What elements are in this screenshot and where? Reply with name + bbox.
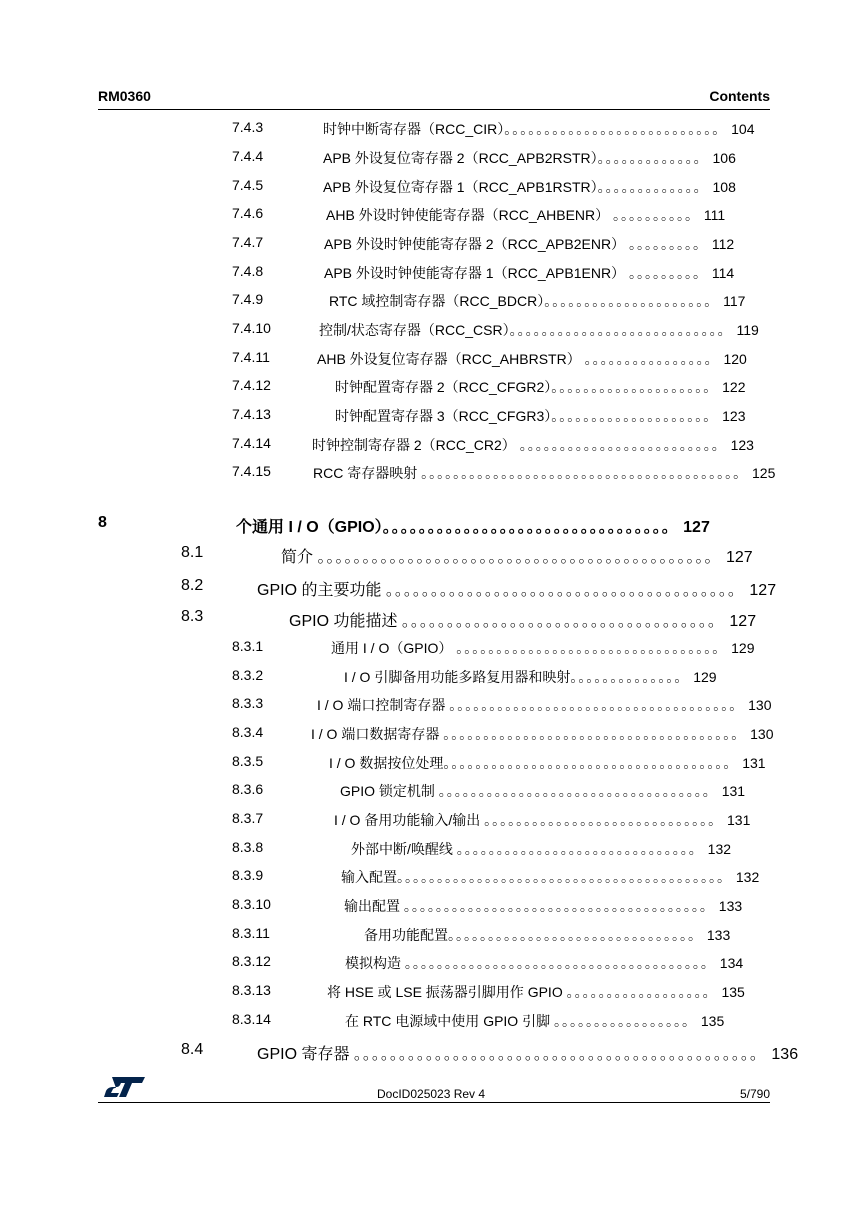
- toc-leader-dots: 。。。。。。。。。。。。。: [597, 150, 709, 166]
- toc-entry-title: I / O 备用功能输入/输出 。。。。。。。。。。。。。。。。。。。。。。。。。。。。。 131: [334, 812, 751, 828]
- toc-entry-title: 备用功能配置。。。。。。。。。。。。。。。。。。。。。。。。。。。。。。。 133: [364, 927, 731, 943]
- page-number: 5/790: [739, 1087, 770, 1101]
- toc-entry-title: 输出配置 。。。。。。。。。。。。。。。。。。。。。。。。。。。。。。。。。。。。。。 133: [344, 898, 743, 914]
- toc-leader-dots: 。。。。。。。。。。。。。。。。。。。。。。。。。。。。。。。。。。。。。。。。。。。。: [317, 549, 722, 566]
- toc-leader-dots: 。。。。。。。。。。。。。。。。。。。。。。。。。。。。。。。。: [382, 519, 679, 536]
- toc-entry-page: 114: [711, 265, 735, 281]
- toc-entry-title: 时钟控制寄存器 2（RCC_CR2） 。。。。。。。。。。。。。。。。。。。。。。。。。 123: [312, 437, 754, 453]
- toc-leader-dots: 。。。。。。。。。。。。。。。。。。。。。。。。。。。: [504, 121, 728, 137]
- toc-entry-page: 111: [703, 207, 726, 223]
- toc-entry-title: RCC 寄存器映射 。。。。。。。。。。。。。。。。。。。。。。。。。。。。。。。。。。。。。。。。 125: [313, 465, 776, 481]
- toc-entry-title: I / O 端口控制寄存器 。。。。。。。。。。。。。。。。。。。。。。。。。。。。。。。。。。。。 130: [317, 697, 772, 713]
- toc-entry-number: 7.4.4: [232, 148, 264, 164]
- toc-leader-dots: 。。。。。。。。。。。。。。。。。。。。。。。。。。。。。。。。。。。。: [443, 755, 739, 771]
- toc-leader-dots: 。。。。。。。。。。。。。。。。。。。。。。。。。。。。。。。。。。。。。。。: [385, 582, 745, 599]
- toc-entry-page: 133: [706, 927, 731, 943]
- toc-entry-page: 127: [729, 613, 757, 630]
- toc-entry-number: 7.4.10: [232, 320, 271, 336]
- toc-entry-page: 104: [731, 121, 755, 137]
- toc-leader-dots: 。。。。。。。。。。。。。。。。: [584, 351, 720, 367]
- toc-entry-page: 127: [683, 519, 710, 536]
- toc-entry-title: APB 外设复位寄存器 1（RCC_APB1RSTR）。。。。。。。。。。。。。 108: [323, 179, 736, 195]
- toc-entry-page: 112: [711, 236, 735, 252]
- toc-entry-title: GPIO 功能描述 。。。。。。。。。。。。。。。。。。。。。。。。。。。。。。。。。。。 127: [289, 613, 757, 630]
- toc-entry-title: 通用 I / O（GPIO） 。。。。。。。。。。。。。。。。。。。。。。。。。。。。。。。。。 129: [331, 640, 755, 656]
- toc-entry-page: 129: [731, 640, 755, 656]
- toc-leader-dots: 。。。。。。。。。。。。。。。。。。。。。。。。。。。。。。。。。。。。。。。。。。。。。: [353, 1046, 767, 1063]
- toc-entry-number: 8.3.4: [232, 724, 264, 740]
- toc-leader-dots: 。。。。。。。。。。。。。。。。。。。。。。。。。。。。。: [484, 812, 724, 828]
- toc-entry-number: 8.3.11: [232, 925, 270, 941]
- toc-entry-number: 8.3.12: [232, 953, 271, 969]
- toc-entry-page: 129: [693, 669, 717, 685]
- toc-leader-dots: 。。。。。。。。。。。。。。。。。。。。。。。。。。。。。。。。。。。。。。: [404, 955, 716, 971]
- toc-leader-dots: 。。。。。。。。。。。。。。。。。。。。。: [544, 293, 720, 309]
- toc-entry-number: 8.3.7: [232, 810, 264, 826]
- toc-leader-dots: 。。。。。。。。。。。。。。。。。。。。。。。。。: [519, 437, 727, 453]
- toc-entry-page: 135: [700, 1013, 725, 1029]
- document-code: RM0360: [98, 88, 151, 104]
- toc-entry-number: 8.3.2: [232, 667, 264, 683]
- toc-entry-title: 输入配置。。。。。。。。。。。。。。。。。。。。。。。。。。。。。。。。。。。。。。。。。 132: [341, 869, 760, 885]
- toc-entry-page: 131: [721, 783, 746, 799]
- toc-entry-number: 8.3: [181, 608, 204, 625]
- section-heading: Contents: [709, 88, 770, 104]
- toc-leader-dots: 。。。。。。。。。: [628, 236, 708, 252]
- toc-entry-number: 8.3.10: [232, 896, 271, 912]
- toc-leader-dots: 。。。。。。。。。。。。。。。。。。。。。。。。。。。。。。。。。。。。。。。。。: [397, 869, 732, 885]
- toc-entry-page: 106: [712, 150, 736, 166]
- toc-entry-page: 125: [752, 465, 776, 481]
- toc-leader-dots: 。。。。。。。。。。: [613, 207, 701, 223]
- toc-entry-title: I / O 数据按位处理。。。。。。。。。。。。。。。。。。。。。。。。。。。。。。。。。。。。 131: [329, 755, 766, 771]
- toc-entry-number: 8.3.3: [232, 695, 264, 711]
- toc-entry-title: GPIO 锁定机制 。。。。。。。。。。。。。。。。。。。。。。。。。。。。。。。。。。 131: [340, 783, 746, 799]
- toc-entry-number: 8.3.14: [232, 1011, 271, 1027]
- toc-entry-number: 7.4.14: [232, 435, 271, 451]
- toc-entry-page: 120: [723, 351, 747, 367]
- toc-entry-number: 8.3.13: [232, 982, 271, 998]
- toc-entry-page: 108: [712, 179, 736, 195]
- toc-entry-page: 117: [723, 293, 746, 309]
- toc-entry-page: 131: [727, 812, 751, 828]
- st-logo-icon: [104, 1076, 146, 1098]
- toc-entry-number: 8.3.5: [232, 753, 264, 769]
- toc-entry-page: 132: [707, 841, 732, 857]
- toc-entry-number: 8.3.6: [232, 781, 264, 797]
- toc-leader-dots: 。。。。。。。。。。。。。。。。。。。。。。。。。。。。。。。。。。。。。: [443, 726, 747, 742]
- toc-entry-number: 7.4.8: [232, 263, 264, 279]
- toc-entry-page: 133: [718, 898, 743, 914]
- toc-entry-page: 127: [725, 549, 753, 566]
- toc-entry-number: 7.4.3: [232, 119, 264, 135]
- toc-leader-dots: 。。。。。。。。。: [628, 265, 708, 281]
- toc-entry-page: 130: [748, 697, 772, 713]
- toc-leader-dots: 。。。。。。。。。。。。。。。。。。。。: [551, 408, 719, 424]
- toc-leader-dots: 。。。。。。。。。。。。。。。。。。。。。。。。。。。。。。。。。。。。。。: [403, 898, 715, 914]
- toc-leader-dots: 。。。。。。。。。。。。。: [597, 179, 709, 195]
- toc-entry-title: APB 外设时钟使能寄存器 1（RCC_APB1ENR） 。。。。。。。。。 114: [324, 265, 735, 281]
- toc-entry-number: 8: [98, 514, 107, 531]
- toc-entry-title: APB 外设时钟使能寄存器 2（RCC_APB2ENR） 。。。。。。。。。 112: [324, 236, 735, 252]
- toc-entry-page: 132: [735, 869, 760, 885]
- toc-entry-page: 123: [730, 437, 754, 453]
- toc-leader-dots: 。。。。。。。。。。。。。。: [570, 669, 690, 685]
- toc-entry-number: 7.4.11: [232, 349, 270, 365]
- toc-entry-title: GPIO 的主要功能 。。。。。。。。。。。。。。。。。。。。。。。。。。。。。。。。。。。。。。。 127: [257, 582, 777, 599]
- toc-entry-title: RTC 域控制寄存器（RCC_BDCR）。。。。。。。。。。。。。。。。。。。。。 117: [329, 293, 746, 309]
- footer-divider: [98, 1102, 770, 1103]
- toc-entry-title: 个通用 I / O（GPIO）。。。。。。。。。。。。。。。。。。。。。。。。。。。。。。。。 127: [236, 519, 710, 536]
- toc-entry-page: 136: [771, 1046, 799, 1063]
- toc-entry-number: 7.4.15: [232, 463, 271, 479]
- toc-leader-dots: 。。。。。。。。。。。。。。。。。。。。。。。。。。。: [509, 322, 733, 338]
- toc-entry-title: 时钟中断寄存器（RCC_CIR）。。。。。。。。。。。。。。。。。。。。。。。。。。。 104: [323, 121, 755, 137]
- toc-entry-number: 8.3.9: [232, 867, 264, 883]
- toc-leader-dots: 。。。。。。。。。。。。。。。。。。。。。。。。。。。。。。。: [448, 927, 703, 943]
- toc-leader-dots: 。。。。。。。。。。。。。。。。。。。。。。。。。。。。。。。。。。: [438, 783, 718, 799]
- toc-leader-dots: 。。。。。。。。。。。。。。。。。。。。。。。。。。。。。。。。。。。。。。。。: [421, 465, 749, 481]
- toc-entry-title: APB 外设复位寄存器 2（RCC_APB2RSTR）。。。。。。。。。。。。。 106: [323, 150, 736, 166]
- toc-entry-number: 7.4.6: [232, 205, 264, 221]
- toc-entry-title: 将 HSE 或 LSE 振荡器引脚用作 GPIO 。。。。。。。。。。。。。。。。。。 135: [327, 984, 745, 1000]
- toc-entry-title: AHB 外设复位寄存器（RCC_AHBRSTR） 。。。。。。。。。。。。。。。。 120: [317, 351, 747, 367]
- document-id: DocID025023 Rev 4: [377, 1087, 486, 1101]
- toc-entry-page: 134: [719, 955, 744, 971]
- toc-entry-title: I / O 引脚备用功能多路复用器和映射。。。。。。。。。。。。。。 129: [344, 669, 717, 685]
- toc-entry-page: 123: [722, 408, 746, 424]
- toc-entry-title: 在 RTC 电源域中使用 GPIO 引脚 。。。。。。。。。。。。。。。。。 135: [345, 1013, 725, 1029]
- toc-entry-number: 7.4.13: [232, 406, 271, 422]
- toc-leader-dots: 。。。。。。。。。。。。。。。。。: [553, 1013, 697, 1029]
- toc-entry-title: GPIO 寄存器 。。。。。。。。。。。。。。。。。。。。。。。。。。。。。。。。。。。。。。。。。。。。。 136: [257, 1046, 799, 1063]
- toc-entry-number: 7.4.9: [232, 291, 264, 307]
- toc-entry-page: 119: [736, 322, 759, 338]
- toc-entry-number: 8.2: [181, 577, 204, 594]
- toc-entry-number: 8.1: [181, 544, 204, 561]
- toc-entry-title: 时钟配置寄存器 3（RCC_CFGR3）。。。。。。。。。。。。。。。。。。。。 123: [335, 408, 746, 424]
- toc-entry-title: 模拟构造 。。。。。。。。。。。。。。。。。。。。。。。。。。。。。。。。。。。。。。 134: [345, 955, 744, 971]
- toc-entry-number: 8.4: [181, 1041, 204, 1058]
- toc-leader-dots: 。。。。。。。。。。。。。。。。。。。。。。。。。。。。。。。。。。。。: [449, 697, 745, 713]
- toc-entry-page: 122: [722, 379, 746, 395]
- toc-leader-dots: 。。。。。。。。。。。。。。。。。。。。。。。。。。。。。。: [456, 841, 704, 857]
- toc-entry-title: 时钟配置寄存器 2（RCC_CFGR2）。。。。。。。。。。。。。。。。。。。。 122: [335, 379, 746, 395]
- toc-entry-number: 7.4.12: [232, 377, 271, 393]
- toc-entry-page: 131: [742, 755, 766, 771]
- toc-entry-page: 130: [750, 726, 774, 742]
- toc-leader-dots: 。。。。。。。。。。。。。。。。。。。。。。。。。。。。。。。。。。。: [401, 613, 725, 630]
- toc-entry-number: 7.4.5: [232, 177, 264, 193]
- toc-leader-dots: 。。。。。。。。。。。。。。。。。。。。。。。。。。。。。。。。。: [456, 640, 728, 656]
- toc-entry-title: 简介 。。。。。。。。。。。。。。。。。。。。。。。。。。。。。。。。。。。。。。。。。。。。 127: [281, 549, 753, 566]
- toc-leader-dots: 。。。。。。。。。。。。。。。。。。: [566, 984, 718, 1000]
- toc-entry-title: 外部中断/唤醒线 。。。。。。。。。。。。。。。。。。。。。。。。。。。。。。 132: [351, 841, 732, 857]
- toc-entry-number: 8.3.1: [232, 638, 264, 654]
- toc-entry-page: 135: [721, 984, 745, 1000]
- toc-entry-title: I / O 端口数据寄存器 。。。。。。。。。。。。。。。。。。。。。。。。。。。。。。。。。。。。。 130: [311, 726, 774, 742]
- toc-leader-dots: 。。。。。。。。。。。。。。。。。。。。: [551, 379, 719, 395]
- toc-entry-number: 7.4.7: [232, 234, 264, 250]
- toc-entry-title: AHB 外设时钟使能寄存器（RCC_AHBENR） 。。。。。。。。。。 111: [326, 207, 726, 223]
- toc-entry-page: 127: [749, 582, 777, 599]
- toc-entry-number: 8.3.8: [232, 839, 264, 855]
- toc-entry-title: 控制/状态寄存器（RCC_CSR）。。。。。。。。。。。。。。。。。。。。。。。。。。。 119: [319, 322, 759, 338]
